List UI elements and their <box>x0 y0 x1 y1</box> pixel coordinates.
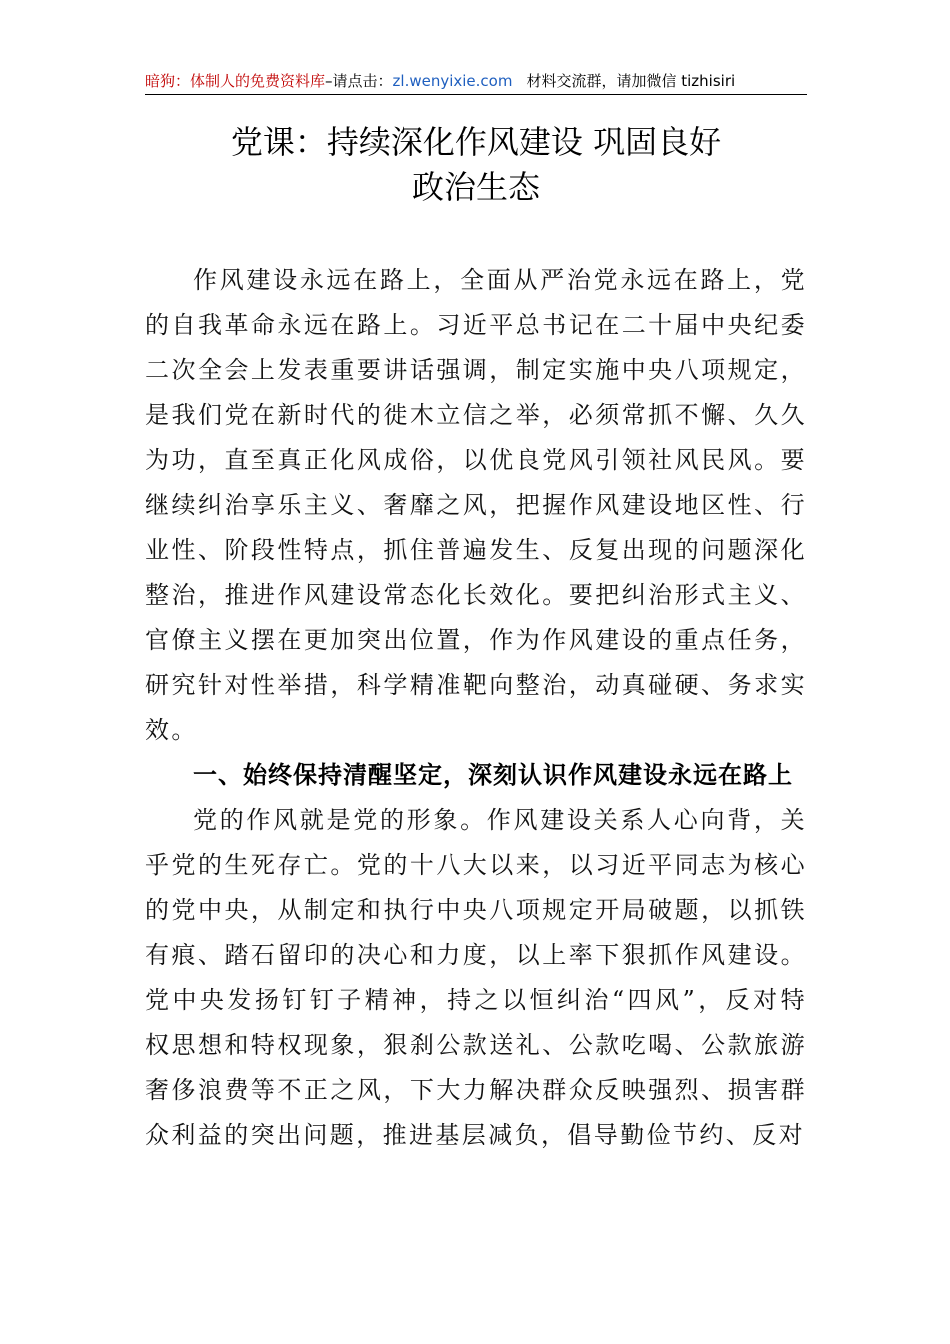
header-click-prefix: –请点击： <box>325 72 393 90</box>
header-group-note: 材料交流群，请加微信 tizhisiri <box>526 72 736 90</box>
title-line-2: 政治生态 <box>411 168 540 206</box>
page-header <box>145 68 807 95</box>
document-body <box>145 258 807 1158</box>
section-1-heading: 一、始终保持清醒坚定，深刻认识作风建设永远在路上 <box>193 761 793 789</box>
intro-paragraph: 作风建设永远在路上，全面从严治党永远在路上，党的自我革命永远在路上。习近平总书记在二十届中央纪委二次全会上发表重要讲话强调，制定实施中央八项规定，是我们党在新时代的徙木立信之举，必须常抓不懈、久久为功，直至真正化风成俗，以优良党风引领社风民风。要继续纠治享乐主义、奢靡之风，把握作风建设地区性、行业性、阶段性特点，抓住普遍发生、反复出现的问题深化整治，推进作风建设常态化长效化。要把纠治形式主义、官僚主义摆在更加突出位置，作为作风建设的重点任务，研究针对性举措，科学精准靶向整治，动真碰硬、务求实效。 <box>145 266 807 744</box>
header-brand: 暗狗：体制人的免费资料库 <box>145 72 326 90</box>
document-title <box>145 120 807 210</box>
title-line-1: 党课：持续深化作风建设 巩固良好 <box>230 123 722 161</box>
section-1-paragraph: 党的作风就是党的形象。作风建设关系人心向背，关乎党的生死存亡。党的十八大以来，以习近平同志为核心的党中央，从制定和执行中央八项规定开局破题，以抓铁有痕、踏石留印的决心和力度，以上率下狠抓作风建设。党中央发扬钉钉子精神，持之以恒纠治“四风”，反对特权思想和特权现象，狠刹公款送礼、公款吃喝、公款旅游奢侈浪费等不正之风，下大力解决群众反映强烈、损害群众利益的突出问题，推进基层减负，倡导勤俭节约、反对 <box>145 806 807 1149</box>
header-url-link[interactable]: zl.wenyixie.com <box>392 72 513 90</box>
